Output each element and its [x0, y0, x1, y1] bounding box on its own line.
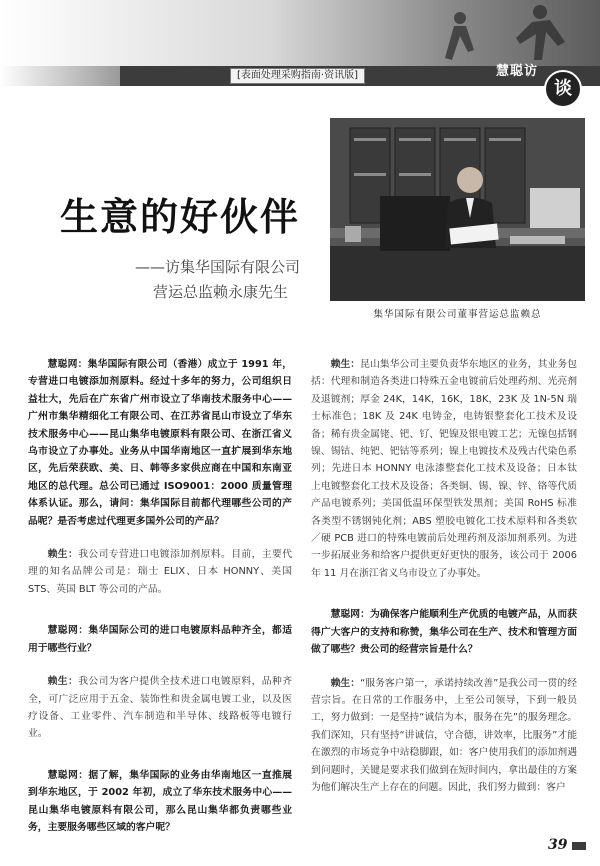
- page-number-bar: [572, 842, 586, 850]
- answer-paragraph: 赖生：我公司专营进口电镀添加剂原料。目前，主要代理的知名品牌公司是：瑞士 ELIX、日本 HONNY、美国 STS、英国 BLT 等公司的产品。: [28, 549, 293, 595]
- header-band-fade: [0, 66, 120, 86]
- interview-photo: [330, 118, 585, 301]
- question-paragraph: 慧聪网：集华国际公司的进口电镀原料品种齐全，都适用于哪些行业？: [28, 625, 293, 654]
- photo-caption: 集华国际有限公司董事营运总监赖总: [373, 309, 542, 320]
- talk-badge: 谈: [544, 70, 582, 108]
- question-paragraph: 慧聪网：集华国际有限公司（香港）成立于 1991 年，专营进口电镀添加剂原料。经过十多年的努力，公司组织日益壮大，先后在广东省广州市设立了华南技术服务中心——广州市集华精细化工有限公司、在江苏省昆山市设立了华东技术服务中心——昆山集华电镀原料有限公司、在浙江省义乌市设立了办事处。业务从中国华南地区一直扩展到华东地区，先后荣获欧、美、日、韩等多家供应商在中国和东南亚地区的总代理。总公司已通过 ISO9001：2000 质量管理体系认证。那么，请问：集华国际目前都代理哪些公司的产品呢？是否考虑过代理更多国外公司的产品？: [28, 359, 293, 527]
- body-column-right: [311, 356, 577, 820]
- article-title: 生意的好伙伴: [60, 194, 301, 239]
- answer-paragraph: 赖生：我公司为客户提供全技术进口电镀原料，品种齐全，可广泛应用于五金、装饰性和贵金属电镀工业，以及医疗设备、工业零件、汽车制造和半导体、线路板等电镀行业。: [28, 676, 293, 740]
- answer-paragraph: 赖生：“服务客户第一，承诺持续改善”是我公司一贯的经营宗旨。在日常的工作服务中，上至公司领导，下到一般员工，努力做到：一是坚持“诚信为本，服务在先”的服务理念。我们深知，只有坚持“讲诚信，守合德，讲效率，比服务”才能在激烈的市场竞争中站稳脚跟，如：客户使用我们的添加剂遇到问题时，关键是要求我们做到在短时间内，拿出最佳的方案为他们解决生产上存在的问题。因此，我们努力做到：客户: [311, 677, 577, 793]
- answer-paragraph: 赖生：昆山集华公司主要负责华东地区的业务，其业务包括：代理和制造各类进口特殊五金电镀前后处理药剂、光亮剂及退镀剂；厚金 24K，14K，16K，18K，23K 及 1N-5N 瑞士标准色；18K 及 24K 电铸金，电铸银整套化工技术及设备；稀有贵金属铑、钯、钌、钯镍及银电镀工艺；无镍包括钢镍、锡钴、纯钯、钯钴等系列；镍上电镀技术及残古代染色系列；先进日本 HONNY 电泳漆整套化工技术及设备；日本钛上电镀整套化工技术及设备；各类铜、锡、镍、锌、铬等代质产品电镀系列；美国低温环保型铁发黑剂；美国 RoHS 标准各类型不锈钢钝化剂；ABS 塑胶电镀化工技术原料和各类软／硬 PCB 进口的特殊电镀前后处理药剂及添加剂系列。为进一步拓展业务和给客户提供更好更快的服务，该公司于 2006 年 11 月在浙江省义乌市设立了办事处。: [311, 359, 578, 579]
- question-paragraph: 慧聪网：为确保客户能顺利生产优质的电镀产品，从而获得广大客户的支持和称赞，集华公司在生产、技术和管理方面做了哪些？贵公司的经营宗旨是什么？: [311, 609, 578, 656]
- column-name: 慧聪访: [496, 64, 539, 79]
- page-number: 39: [548, 837, 568, 853]
- section-tag: [表面处理采购指南·资讯版]: [230, 68, 365, 84]
- article-subtitle-line1: ——访集华国际有限公司: [134, 258, 300, 276]
- body-column-left: [28, 356, 292, 852]
- article-subtitle-line2: 营运总监赖永康先生: [152, 283, 288, 301]
- question-paragraph: 慧聪网：据了解，集华国际的业务由华南地区一直推展到华东地区，于 2002 年初，成立了华东技术服务中心——昆山集华电镀原料有限公司，那么昆山集华都负责哪些业务，主要服务哪些区域的客户呢？: [28, 769, 293, 833]
